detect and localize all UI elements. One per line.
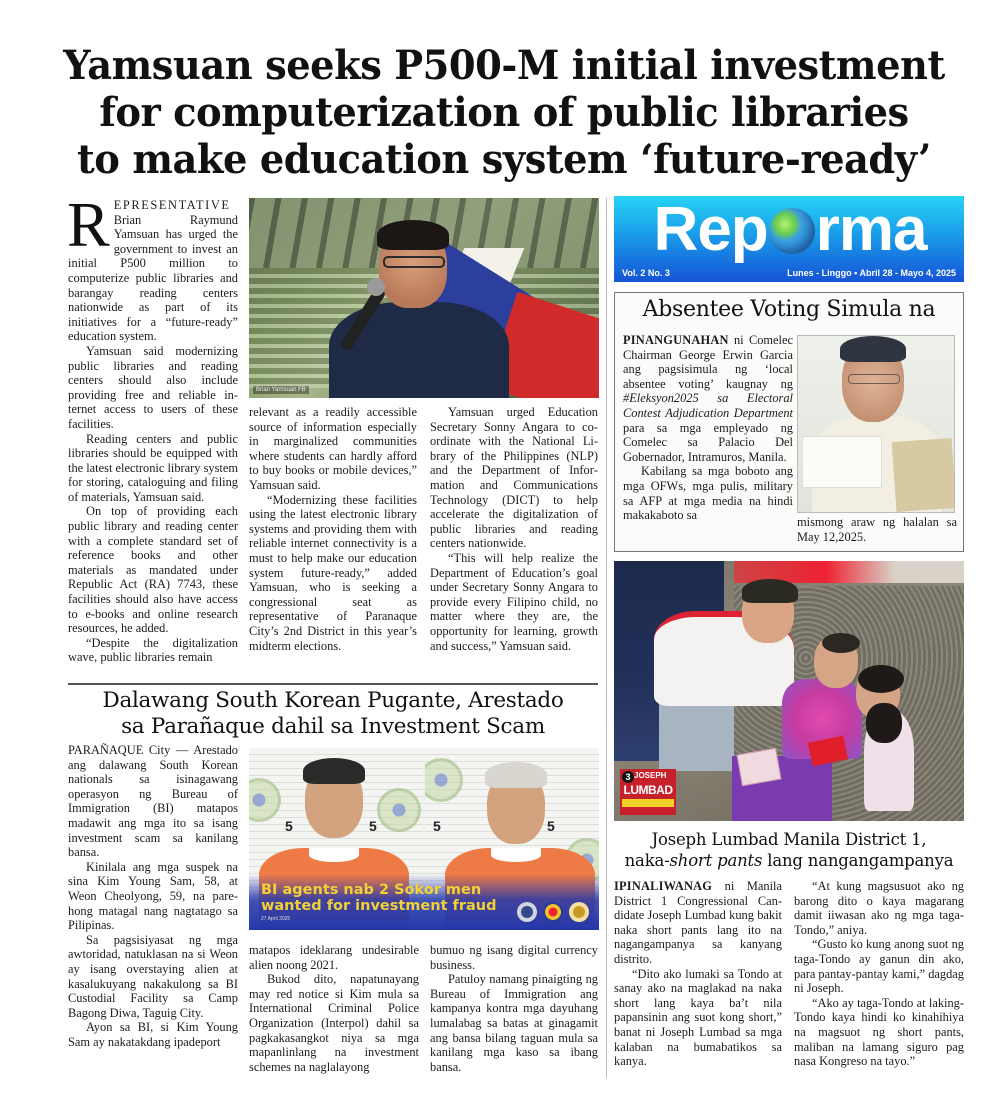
absentee-continued: mismong araw ng halalan sa May 12,2025. bbox=[797, 515, 957, 544]
korean-story-column-1 bbox=[68, 743, 238, 1049]
main-story-paragraph: Yamsuan urged Education Secretary Sonny Angara to coordinate with the National Library of the Philippines (NLP) and the Department of Information and Communications Technology (DICT) to help accelerate the digitalization of public libraries and reading centers nationwide. bbox=[430, 405, 598, 551]
column-divider bbox=[606, 198, 607, 1078]
envelope-icon bbox=[892, 438, 955, 512]
mugshot-right: 5 5 bbox=[425, 748, 599, 930]
main-story-column-1 bbox=[67, 189, 238, 665]
lumbad-campaign-photo bbox=[614, 561, 964, 821]
headline-line-3: to make education system ‘future-ready’ bbox=[77, 136, 931, 183]
main-story-column-2 bbox=[249, 405, 417, 653]
korean-paragraph: Ayon sa BI, si Kim Young Sam ay nakatakdang ipadeport bbox=[68, 1020, 238, 1049]
absentee-paragraph: Kabilang sa mga boboto ang mga OFWs, mga pulis, military sa AFP at mga media na hindi makakaboto sa bbox=[623, 464, 793, 523]
section-divider bbox=[68, 683, 598, 685]
lumbad-column-1 bbox=[614, 879, 782, 1069]
main-story-paragraph: Yamsuan said modernizing public libraries and reading centers should also include providing free and reliable internet access to users of these facilities. bbox=[68, 343, 238, 431]
korean-story-column-3 bbox=[430, 943, 598, 1074]
photo-credit: Brian Yamsuan FB bbox=[253, 386, 309, 394]
absentee-paragraph: PINANGUNAHAN ni Comelec Chairman George Erwin Garcia ang pagsisimula ng ‘local absentee voting’ kaugnay ng #Eleksyon2025 sa Electoral Contest Adjudication Department para sa mga empleyado ng Comelec sa Palacio Del Gobernador, Intramuros, Manila. bbox=[623, 333, 793, 464]
candidate-badge: 3 JOSEPH LUMBAD bbox=[620, 769, 676, 815]
bagong-pilipinas-icon bbox=[543, 902, 563, 922]
main-story-paragraph: “This will help realize the Department of Education’s goal under Secretary Sonny Angara to provide every Filipino child, no matter where they are, the opportunity for learning, growth and success,” Yamsuan said. bbox=[430, 550, 598, 653]
headline-line-1: Yamsuan seeks P500-M initial investment bbox=[63, 42, 945, 89]
korean-paragraph: matapos ideklarang undesirable alien noong 2021. bbox=[249, 943, 419, 972]
lumbad-paragraph: “Gusto ko kung anong suot ng taga-Tondo ay ganun din ako, para pantay-pantay kami,” dagdag ni Joseph. bbox=[794, 937, 964, 996]
korean-paragraph: Kinilala ang mga suspek na sina Kim Young Sam, 58, at Weon Cheolyong, 59, na parehong matagal nang nagtatago sa Pilipinas. bbox=[68, 859, 238, 933]
main-story-paragraph: On top of providing each public library and reading center with a complete standard set of reference books and other materials as mandated under Republic Act (RA) 7743, these facilities should also have access to e-books and online research resources, he added. bbox=[68, 504, 238, 636]
korean-story-headline: Dalawang South Korean Pugante, Arestado sa Parañaque dahil sa Investment Scam bbox=[102, 688, 564, 739]
lumbad-paragraph: “Dito ako lumaki sa Tondo at sanay ako na maglakad na naka short lang kaya ba’t nila papansinin ang suot kong short,” banat ni Joseph Lumbad sa mga kalaban na bumabatikos sa kanya. bbox=[614, 966, 782, 1069]
main-story-paragraph: “Despite the digitalization wave, public libraries remain bbox=[68, 635, 238, 665]
korean-paragraph: PARAÑAQUE City — Arestado ang dalawang South Korean nationals sa isinagawang operasyon ng Bureau of Immigration (BI) matapos madawit ang mga ito sa isang investment scam sa kanilang bansa. bbox=[68, 743, 238, 860]
korean-paragraph: Sa pagsisiyasat ng mga awtoridad, natuklasan na si Weon ay isang overstaying alien at kasalukuyang nakakulong sa BI Custodial Facility sa Camp Bagong Diwa, Taguig City. bbox=[68, 932, 238, 1020]
comelec-chairman-photo bbox=[797, 335, 955, 513]
bi-seal-icon bbox=[517, 902, 537, 922]
lumbad-paragraph: “Ako ay taga-Tondo at laking-Tondo kaya hindi ko kinahihiya na magsuot ng short pants, maliban na lamang siguro pag nasa Kongreso na tayo.” bbox=[794, 995, 964, 1069]
lumbad-paragraph: IPINALIWANAG ni Manila District 1 Congressional Candidate Joseph Lumbad kung bakit naka short pants lang ito na nagangampanya sa kanyang distrito. bbox=[614, 879, 782, 966]
doj-seal-icon bbox=[569, 902, 589, 922]
korean-paragraph: Bukod dito, napatunayang may red notice si Kim mula sa International Criminal Police Organization (Interpol) dahil sa pagkakasangkot niya sa mga mapanlinlang na investment schemes na naglalayong bbox=[249, 972, 419, 1074]
volume-number: Vol. 2 No. 3 bbox=[622, 268, 670, 278]
drop-cap: R bbox=[67, 189, 110, 260]
globe-icon bbox=[769, 208, 815, 254]
mugshot-left: 5 5 bbox=[249, 748, 423, 930]
main-story-paragraph: “Modernizing these facilities using the latest electronic library systems and providing them with reliable internet connectivity is a must to help make our education system future-ready,” added Yamsuan, who is seeking a congressional seat as representative of Paranaque City’s 2nd District in this year’s midterm elections. bbox=[249, 492, 417, 653]
yamsuan-photo bbox=[249, 198, 599, 398]
korean-paragraph: Patuloy namang pinaigting ng Bureau of Immigration ang kampanya kontra mga dayuhang lumalabag sa batas at ginagamit ang bansa bilang taguan mula sa kanilang mga kaso sa ibang bansa. bbox=[430, 972, 598, 1074]
korean-story-column-2 bbox=[249, 943, 419, 1074]
korean-paragraph: bumuo ng isang digital currency business. bbox=[430, 943, 598, 972]
speaker-figure bbox=[319, 226, 519, 398]
main-story-paragraph: Reading centers and public libraries should be equipped with the latest electronic library system for storing, cataloguing and filing of materials, Yamsuan said. bbox=[68, 431, 238, 504]
main-story-column-3 bbox=[430, 405, 598, 653]
mugshot-photo bbox=[249, 748, 599, 930]
reporma-masthead bbox=[614, 196, 964, 282]
lumbad-headline: Joseph Lumbad Manila District 1, naka-short pants lang nangangampanya bbox=[624, 830, 954, 870]
news-banner: BI agents nab 2 Sokor men wanted for investment fraud 27 April 2025 bbox=[249, 874, 599, 930]
issue-dateline: Lunes - Linggo • Abril 28 - Mayo 4, 2025 bbox=[787, 268, 956, 278]
main-headline bbox=[59, 42, 950, 183]
main-story-paragraph: EPRESENTATIVE Brian Raymund Yamsuan has urged the government to invest an initial P500 million to computerize public libraries and barangay reading centers nationwide as part of its initiatives for a “future-ready” education system. bbox=[68, 198, 238, 344]
lumbad-paragraph: “At kung magsusuot ako ng barong dito o kaya magarang damit iiwasan ako ng mga taga-Tondo,” aniya. bbox=[794, 879, 964, 937]
lumbad-column-2 bbox=[794, 879, 964, 1069]
document-icon bbox=[802, 436, 882, 488]
masthead-logo: Rep rma bbox=[653, 195, 927, 264]
absentee-text bbox=[623, 333, 793, 523]
lead-caps: EPRESENTATIVE bbox=[113, 198, 231, 212]
main-story-paragraph: relevant as a readily accessible source of information especially in marginalized communities where students can hardly afford to buy books or mobile devices,” Yamsuan said. bbox=[249, 405, 417, 492]
absentee-title: Absentee Voting Simula na bbox=[642, 297, 936, 322]
absentee-voting-box bbox=[614, 292, 964, 552]
headline-line-2: for computerization of public libraries bbox=[99, 89, 909, 136]
